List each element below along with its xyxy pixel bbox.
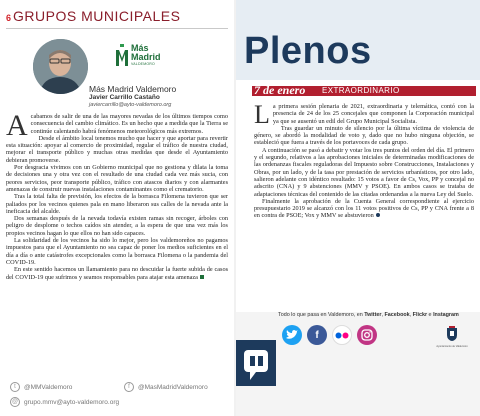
end-mark-icon — [376, 213, 380, 217]
city-crest-icon — [444, 326, 460, 342]
page-title: Plenos — [244, 30, 372, 72]
paragraph-last — [254, 198, 474, 220]
facebook-handle: @MasMadridValdemoro — [138, 383, 208, 391]
promo-separator: , — [409, 312, 413, 318]
email-address: grupo.mmv@ayto-valdemoro.org — [24, 398, 120, 406]
party-name: Más Madrid Valdemoro — [89, 84, 177, 94]
twitter-icon: t — [10, 382, 20, 392]
promo-quote-icon — [236, 340, 276, 386]
flickr-icon[interactable] — [332, 325, 352, 345]
promo-link-flickr[interactable]: Flickr — [412, 312, 428, 318]
promo-separator: e — [427, 312, 434, 318]
paragraph: Tras guardar un minuto de silencio por la última víctima de violencia de género, se abordó la modalidad de voto y, dado que no hubo ninguna objeción, se estableció que fuera a través de los portavoces de cada grupo. — [254, 124, 474, 147]
paragraph-text: Finalmente la aprobación de la Cuenta General correspondiente al ejercicio presupuestario 2019 se alcanzó con los 11 votos positivos de Cs, PP y CNA frente a 8 en contra de PSOE; Vox y MMV se abstuvieron — [254, 197, 474, 220]
paragraph-text: En este sentido hacemos un llamamiento para no descuidar la fuerte subida de casos del COVID-19 que sufrimos y seamos responsables para atajar esta amenaza — [6, 266, 228, 281]
promo-prefix: Todo lo que pasa en Valdemoro, en — [278, 312, 365, 318]
facebook-icon[interactable]: f — [307, 325, 327, 345]
promo-link-instagram[interactable]: Instagram — [433, 312, 459, 318]
social-email[interactable] — [10, 397, 119, 407]
paragraph: cabamos de salir de una de las mayores nevadas de los últimos tiempos como consecuencia del cambio climático. Es un hecho que a medida que la Tierra se continúe calentando habrá fenómenos meteorológicos más extremos. — [30, 113, 228, 135]
author-photo — [33, 39, 88, 94]
twitter-icon[interactable] — [282, 325, 302, 345]
paragraph: Dos semanas después de la nevada todavía existen ramas sin recoger, árboles con peligro de desplome o techos caídos sin atender, a la espera de que una vez más los propios vecinos hagan lo que ellos no han sido capaces. — [6, 215, 228, 237]
page-number: 6 — [6, 13, 12, 23]
paragraph: Por desgracia vivimos con un Gobierno municipal que no gestiona y dilata la toma de decisiones una y otra vez con el resultado de una ciudad cada vez más sucia, con peores servicios, peor transporte público, tráfico con atascos diarios y con alarmantes amenazas de construir nuevas instalaciones contaminantes como el crematorio. — [6, 164, 228, 193]
party-logo — [116, 44, 161, 66]
logo-sub: VALDEMORO — [131, 62, 155, 66]
left-article — [6, 109, 228, 281]
header-divider — [6, 28, 228, 29]
facebook-icon: f — [124, 382, 134, 392]
section-title: GRUPOS MUNICIPALES — [13, 8, 181, 24]
session-date: 7 de enero — [254, 83, 306, 97]
promo-icons — [282, 325, 382, 345]
session-type: EXTRAORDINARIO — [322, 86, 400, 95]
twitter-handle: @MMValdemoro — [24, 383, 73, 391]
paragraph: Desde el ámbito local tenemos mucho que hacer y que aportar para revertir esta situación: apoyar al comercio de proximidad, regular el tráfico de nuestra ciudad, mejorar el transporte público y muchas otras medidas que desde el Ayuntamiento debieran promoverse. — [6, 134, 228, 164]
promo-text — [278, 312, 478, 318]
promo-link-facebook[interactable]: Facebook — [384, 312, 410, 318]
paragraph: a primera sesión plenaria de 2021, extraordinaria y telemática, contó con la presencia de 24 de los 25 concejales que componen la Corporación municipal ya que se ausentó un edil del Grupo Municipal Socialista. — [272, 103, 474, 125]
promo-link-twitter[interactable]: Twitter — [364, 312, 382, 318]
crest-caption: Ayuntamiento de Valdemoro — [436, 345, 468, 348]
party-logo-icon — [116, 44, 128, 66]
paragraph: La solidaridad de los vecinos ha sido lo mejor, pero los valdemoreños no pagamos impuestos para que el Ayuntamiento no sea capaz de poner los medios suficientes en el día a día o ante catástrofes excepcionales como la borrasca Filomena o la pandemia del COVID-19. — [6, 237, 228, 266]
paragraph: Tras la total falta de previsión, los efectos de la borrasca Filomena tuvieron que ser paliados por los vecinos quienes pala en mano liberaron sus calles de la nevada ante la ineficacia del alcalde. — [6, 193, 228, 215]
instagram-icon[interactable] — [357, 325, 377, 345]
paragraph: A continuación se pasó a debatir y votar los tres puntos del orden del día. El primero y el segundo, relativos a las aprobaciones iniciales de determinadas modificaciones de las ordenanzas fiscales reguladoras del Impuesto sobre Construcciones, Instalaciones y Obras, por un lado, y de la tasa por prestación de servicios urbanísticos, por otro lado, salieron adelante con idéntico resultado: 15 votos a favor de Cs, Vox, PP y concejal no adscrito (CNA) y 9 abstenciones (MMV y PSOE). En ambos casos se trataba de adaptaciones técnicas del contenido de las citadas ordenandas a la nueva Ley del Suelo. — [254, 146, 474, 198]
promo-separator: , — [381, 312, 385, 318]
right-page — [236, 0, 480, 416]
email-icon: @ — [11, 399, 19, 405]
person-email[interactable]: javiercarrillo@ayto-valdemoro.org — [89, 102, 172, 108]
paragraph-last — [6, 266, 228, 281]
logo-line-1: Más — [131, 43, 149, 53]
end-mark-icon — [200, 275, 204, 279]
dropcap: A — [6, 109, 28, 142]
social-facebook[interactable] — [124, 382, 208, 392]
section-header — [6, 8, 180, 24]
person-name: Javier Carrillo Castaño — [89, 94, 160, 101]
logo-line-2: Madrid — [131, 52, 161, 62]
left-page — [0, 0, 234, 416]
dropcap: L — [254, 100, 270, 129]
right-article — [254, 100, 474, 220]
social-twitter[interactable] — [10, 382, 72, 392]
